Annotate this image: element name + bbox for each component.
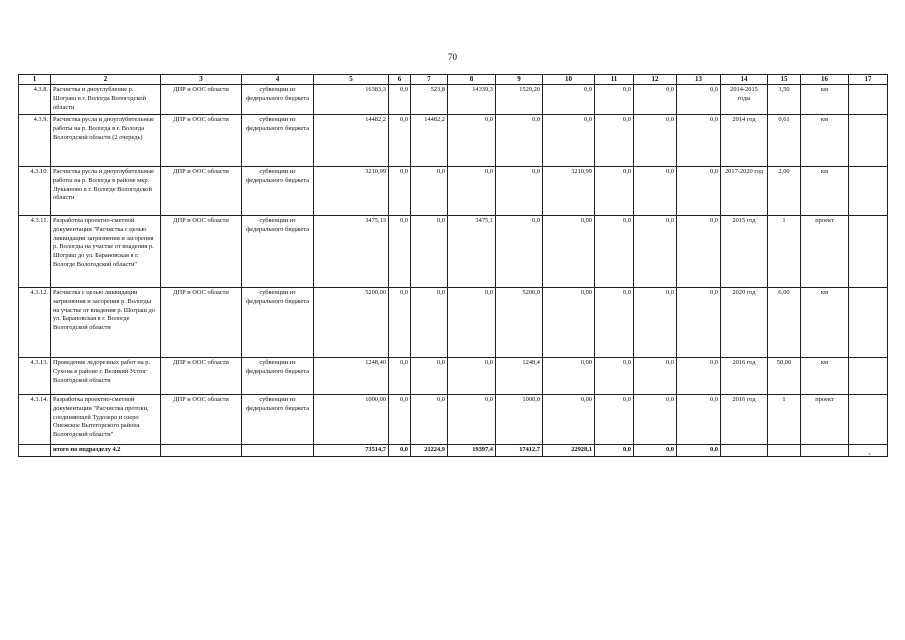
cell-c15: 50,00	[768, 358, 801, 395]
cell-c5: 5200,00	[314, 288, 389, 358]
cell-c6: 0,0	[389, 358, 411, 395]
cell-c16: проект	[801, 216, 849, 288]
cell-name: Расчистка русла и дноуглубительные работы на р. Вологда в районе мкр. Лукьяново в г. Вологде Вологодской области	[51, 167, 161, 216]
cell-exec: ДПР и ООС области	[161, 395, 242, 445]
stray-mark: =	[868, 453, 871, 458]
table-row	[19, 288, 888, 358]
cell-exec: ДПР и ООС области	[161, 115, 242, 167]
cell-c12: 0,0	[634, 216, 677, 288]
cell-c13: 0,0	[677, 395, 721, 445]
cell-c6: 0,0	[389, 216, 411, 288]
total-cell-c12: 0,0	[634, 445, 677, 457]
cell-c17	[849, 216, 888, 288]
cell-c12: 0,0	[634, 85, 677, 115]
cell-c8: 0,0	[448, 358, 496, 395]
table-row	[19, 167, 888, 216]
header-cell: 8	[448, 75, 496, 85]
cell-exec: ДПР и ООС области	[161, 288, 242, 358]
cell-num: 4.3.10.	[19, 167, 51, 216]
cell-c7: 0,0	[411, 167, 448, 216]
total-blank-cell	[19, 445, 51, 457]
cell-c12: 0,0	[634, 167, 677, 216]
cell-exec: ДПР и ООС области	[161, 216, 242, 288]
cell-c10: 0,00	[543, 395, 595, 445]
cell-c8: 14339,3	[448, 85, 496, 115]
cell-c7: 523,8	[411, 85, 448, 115]
cell-c14: 2016 год	[721, 395, 768, 445]
cell-c11: 0,0	[595, 167, 634, 216]
header-cell: 9	[496, 75, 543, 85]
cell-c8: 0,0	[448, 395, 496, 445]
cell-c8: 3475,1	[448, 216, 496, 288]
cell-c5: 3210,99	[314, 167, 389, 216]
cell-exec: ДПР и ООС области	[161, 358, 242, 395]
total-blank-cell	[801, 445, 849, 457]
cell-c15: 1	[768, 395, 801, 445]
total-cell-c10: 22928,1	[543, 445, 595, 457]
header-cell: 14	[721, 75, 768, 85]
cell-c10: 0,00	[543, 216, 595, 288]
cell-c5: 16383,3	[314, 85, 389, 115]
cell-c17	[849, 395, 888, 445]
cell-c16: км	[801, 85, 849, 115]
cell-c12: 0,0	[634, 115, 677, 167]
cell-c14: 2016 год	[721, 358, 768, 395]
cell-c11: 0,0	[595, 358, 634, 395]
cell-c16: км	[801, 115, 849, 167]
cell-c6: 0,0	[389, 288, 411, 358]
total-row	[19, 445, 888, 457]
cell-c10: 3210,99	[543, 167, 595, 216]
total-blank-cell	[242, 445, 314, 457]
total-cell-c8: 19397,4	[448, 445, 496, 457]
total-blank-cell	[721, 445, 768, 457]
cell-c15: 0,61	[768, 115, 801, 167]
cell-c17	[849, 288, 888, 358]
cell-c11: 0,0	[595, 115, 634, 167]
cell-exec: ДПР и ООС области	[161, 85, 242, 115]
table-row	[19, 395, 888, 445]
header-cell: 6	[389, 75, 411, 85]
cell-c11: 0,0	[595, 216, 634, 288]
cell-c6: 0,0	[389, 85, 411, 115]
cell-c16: проект	[801, 395, 849, 445]
cell-c14: 2015 год	[721, 216, 768, 288]
cell-c15: 1	[768, 216, 801, 288]
header-cell: 7	[411, 75, 448, 85]
total-cell-c13: 0,0	[677, 445, 721, 457]
cell-c15: 6,00	[768, 288, 801, 358]
cell-name: Расчистка и дноуглубление р. Шограш в г. Вологда Вологодской области	[51, 85, 161, 115]
cell-c9: 0,0	[496, 167, 543, 216]
table-row	[19, 115, 888, 167]
cell-c16: км	[801, 358, 849, 395]
cell-name: Разработка проектно-сметной документации "Расчистка протоки, соединяющей Тудозеро и озеро Онежское Вытегорского района Вологодской области"	[51, 395, 161, 445]
header-cell: 15	[768, 75, 801, 85]
header-cell: 12	[634, 75, 677, 85]
cell-c13: 0,0	[677, 358, 721, 395]
cell-c9: 5200,0	[496, 288, 543, 358]
cell-c16: км	[801, 167, 849, 216]
cell-c8: 0,0	[448, 288, 496, 358]
cell-c7: 14482,2	[411, 115, 448, 167]
cell-c17	[849, 358, 888, 395]
cell-c5: 1000,00	[314, 395, 389, 445]
cell-c9: 0,0	[496, 216, 543, 288]
cell-source: субвенции из федерального бюджета	[242, 85, 314, 115]
cell-c10: 0,00	[543, 358, 595, 395]
cell-c5: 14482,2	[314, 115, 389, 167]
cell-c13: 0,0	[677, 216, 721, 288]
cell-num: 4.3.11.	[19, 216, 51, 288]
total-blank-cell	[161, 445, 242, 457]
cell-c6: 0,0	[389, 115, 411, 167]
cell-c17	[849, 115, 888, 167]
cell-c12: 0,0	[634, 395, 677, 445]
total-cell-c5: 73514,7	[314, 445, 389, 457]
header-cell: 11	[595, 75, 634, 85]
cell-c15: 3,50	[768, 85, 801, 115]
header-row	[19, 75, 888, 85]
cell-c13: 0,0	[677, 288, 721, 358]
cell-name: Расчистка русла и дноуглубительные работы на р. Вологда в г. Вологда Вологодской области (2 очередь)	[51, 115, 161, 167]
cell-c10: 0,0	[543, 115, 595, 167]
cell-source: субвенции из федерального бюджета	[242, 358, 314, 395]
cell-c12: 0,0	[634, 358, 677, 395]
cell-c17	[849, 85, 888, 115]
cell-c17	[849, 167, 888, 216]
cell-c13: 0,0	[677, 115, 721, 167]
header-cell: 2	[51, 75, 161, 85]
cell-c9: 1248,4	[496, 358, 543, 395]
total-blank-cell	[768, 445, 801, 457]
cell-c5: 3475,13	[314, 216, 389, 288]
cell-source: субвенции из федерального бюджета	[242, 288, 314, 358]
cell-name: Проведение ледорезных работ на р. Сухона в районе г. Великий Устюг Вологодской области	[51, 358, 161, 395]
table-row	[19, 216, 888, 288]
page-number: 70	[448, 52, 457, 62]
cell-c14: 2014-2015 годы	[721, 85, 768, 115]
budget-table	[18, 74, 888, 457]
cell-source: субвенции из федерального бюджета	[242, 115, 314, 167]
cell-source: субвенции из федерального бюджета	[242, 216, 314, 288]
cell-c11: 0,0	[595, 288, 634, 358]
cell-c14: 2017-2020 год	[721, 167, 768, 216]
cell-c6: 0,0	[389, 395, 411, 445]
header-cell: 10	[543, 75, 595, 85]
cell-c8: 0,0	[448, 115, 496, 167]
cell-num: 4.3.12.	[19, 288, 51, 358]
cell-c7: 0,0	[411, 288, 448, 358]
header-cell: 5	[314, 75, 389, 85]
cell-num: 4.3.13.	[19, 358, 51, 395]
cell-c9: 1520,20	[496, 85, 543, 115]
cell-c14: 2020 год	[721, 288, 768, 358]
cell-c6: 0,0	[389, 167, 411, 216]
cell-c9: 1000,0	[496, 395, 543, 445]
header-cell: 16	[801, 75, 849, 85]
cell-c15: 2,00	[768, 167, 801, 216]
total-cell-c7: 21224,9	[411, 445, 448, 457]
cell-c7: 0,0	[411, 358, 448, 395]
cell-c10: 0,0	[543, 85, 595, 115]
header-cell: 4	[242, 75, 314, 85]
cell-num: 4.3.8.	[19, 85, 51, 115]
cell-num: 4.3.14.	[19, 395, 51, 445]
cell-c10: 0,00	[543, 288, 595, 358]
cell-source: субвенции из федерального бюджета	[242, 395, 314, 445]
cell-c8: 0,0	[448, 167, 496, 216]
cell-c7: 0,0	[411, 395, 448, 445]
table-row	[19, 85, 888, 115]
cell-c11: 0,0	[595, 85, 634, 115]
header-cell: 3	[161, 75, 242, 85]
cell-c5: 1248,40	[314, 358, 389, 395]
total-cell-c6: 0,0	[389, 445, 411, 457]
cell-c13: 0,0	[677, 167, 721, 216]
cell-c7: 0,0	[411, 216, 448, 288]
cell-c14: 2014 год	[721, 115, 768, 167]
header-cell: 13	[677, 75, 721, 85]
cell-c13: 0,0	[677, 85, 721, 115]
cell-exec: ДПР и ООС области	[161, 167, 242, 216]
cell-c11: 0,0	[595, 395, 634, 445]
header-cell: 17	[849, 75, 888, 85]
total-cell-c9: 17412,7	[496, 445, 543, 457]
cell-num: 4.3.9.	[19, 115, 51, 167]
table-row	[19, 358, 888, 395]
cell-c16: км	[801, 288, 849, 358]
cell-name: Разработка проектно-сметной документации "Расчистка с целью ликвидации загрязнения и засорения р. Вологды на участке от впадения р. Шограш до ул. Барановская в г. Вологде Вологодской области"	[51, 216, 161, 288]
cell-c9: 0,0	[496, 115, 543, 167]
cell-c12: 0,0	[634, 288, 677, 358]
total-cell-c11: 0,0	[595, 445, 634, 457]
cell-source: субвенции из федерального бюджета	[242, 167, 314, 216]
header-cell: 1	[19, 75, 51, 85]
cell-name: Расчистка с целью ликвидации загрязнения и засорения р. Вологды на участке от впадения р. Шограш до ул. Барановская в г. Вологде Вологодской области	[51, 288, 161, 358]
total-label: итого по подразделу 4.2	[51, 445, 161, 457]
